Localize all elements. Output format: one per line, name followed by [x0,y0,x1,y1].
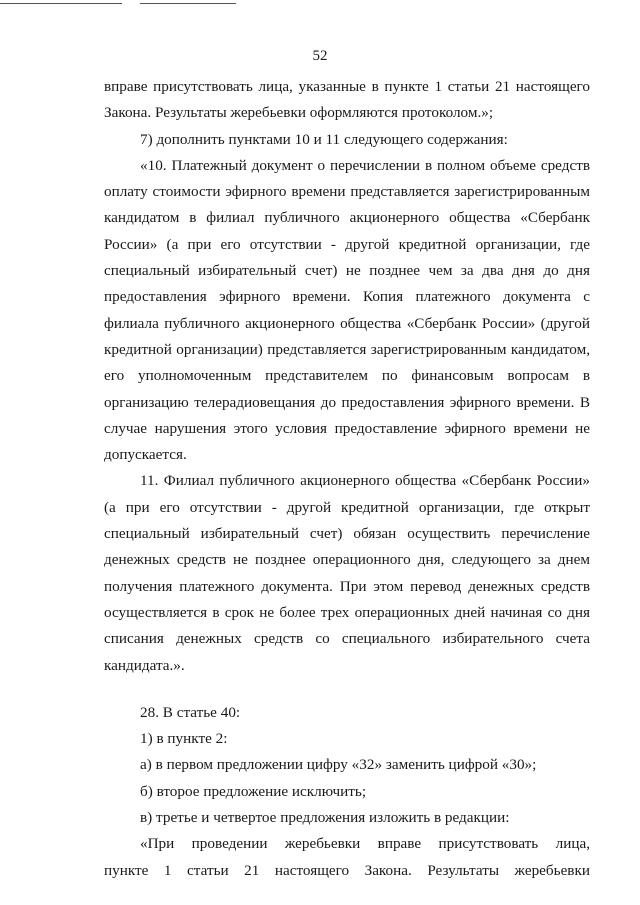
text-line: России» (а при его отсутствии - другой кредитной организации, где [104,235,590,253]
paragraph-gap [104,679,590,700]
text-line: в) третье и четвертое предложения изложить в редакции: [140,809,510,827]
text-line: кандидатом в филиал публичного акционерного общества «Сбербанк [104,209,590,227]
text-line: пункте 1 статьи 21 настоящего Закона. Результаты жеребьевки [104,861,590,879]
page-number: 52 [312,48,328,64]
text-line: филиала публичного акционерного общества «Сбербанк России» (другой [104,314,590,332]
text-line: осуществляется в срок не более трех операционных дней начиная со дня [104,603,590,621]
text-line: случае нарушения этого условия предоставление эфирного времени не [104,419,590,437]
text-line: 7) дополнить пунктами 10 и 11 следующего содержания: [140,130,508,148]
text-line: «При проведении жеребьевки вправе присутствовать лица, [140,835,590,853]
text-line: 1) в пункте 2: [140,730,228,748]
text-line: а) в первом предложении цифру «32» заменить цифрой «30»; [140,756,537,774]
text-line: получения платежного документа. При этом перевод денежных средств [104,577,590,595]
text-line: «10. Платежный документ о перечислении в полном объеме средств [140,156,590,174]
text-line: б) второе предложение исключить; [140,782,367,800]
top-rule-right [140,3,236,4]
text-line: 11. Филиал публичного акционерного общества «Сбербанк России» [140,472,590,490]
text-line: (а при его отсутствии - другой кредитной организации, где открыт [104,498,590,516]
text-line: специальный избирательный счет) не позднее чем за два дня до дня [104,262,590,280]
text-line: Закона. Результаты жеребьевки оформляются протоколом.»; [104,104,494,122]
text-line: вправе присутствовать лица, указанные в пункте 1 статьи 21 настоящего [104,78,590,95]
text-line: оплату стоимости эфирного времени представляется зарегистрированным [104,183,590,201]
text-line: кредитной организации) представляется зарегистрированным кандидатом, [104,340,590,358]
top-rule-left [0,3,122,4]
text-line: допускается. [104,446,187,464]
text-line: списания денежных средств со специального избирательного счета [104,630,590,648]
text-line: его уполномоченным представителем по финансовым вопросам в [104,367,590,385]
text-line: денежных средств не позднее операционного дня, следующего за днем [104,551,590,569]
text-line: 28. В статье 40: [140,703,241,721]
text-line: предоставления эфирного времени. Копия платежного документа с [104,288,590,306]
text-line: специальный избирательный счет) обязан осуществить перечисление [104,525,590,543]
text-line: организацию телерадиовещания до предоставления эфирного времени. В [104,393,590,411]
document-body [104,74,590,884]
text-line: кандидата.». [104,656,185,674]
